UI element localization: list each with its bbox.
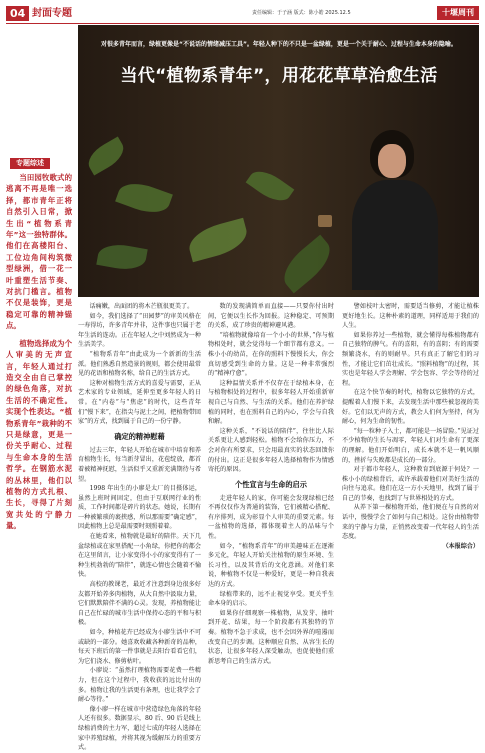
body-paragraph: 绿植带来的，远不止视觉享受。更关乎生命本身的启示。	[208, 590, 334, 608]
subheading: 个性宣言与生命的启示	[235, 479, 307, 489]
body-paragraph: “培植物就像培育一个小小的世界，”你与植物相处时，就会觉得每一个细节都有意义。一株小小的幼苗，在你的照料下慢慢长大，你会真切感受到生命的力量。这是一种非常强烈的“精神疗愈”。	[208, 331, 334, 378]
body-paragraph: “植物系青年”由此成为一个新新的生活派。他们熟悉自然造景的规则，都会使用最常见的花语和植物名称，给自己的生活方式。	[78, 350, 201, 378]
body-paragraph: 像小廖一样在城市中营造绿色角落的年轻人还有很多。数据显示，80 后、90 后是线上绿植消费的主力军，超过七成的年轻人选择在家中养殖绿植，并将其视为缓解压力的重要方式。	[78, 705, 201, 752]
article-column-2	[208, 302, 334, 666]
sidebar-text	[6, 172, 72, 532]
body-paragraph: 过去三年，年轻人开始在城市中培育和养育植物生长，每当新芽冒出，花苞绽放，都首着被精神抚慰，生活似乎又重新充满期待与希望。	[78, 446, 201, 483]
page-number: 04	[6, 6, 29, 21]
body-paragraph: 从养下第一棵植物开始，他们便在与自然的对话中，慢慢学会了如何与自己相处。这份由植物带来的宁静与力量，正悄然改变着一代年轻人的生活态度。	[342, 504, 479, 541]
body-paragraph: 在她看来，植物就是最好的陪伴。天下几盆绿植或在家里搭配一小角绿，你把你的都会在这里留言，让小家变得小小的家变得有了一种生机勃勃的“陪伴”，就连心情也会随着不愉快。	[78, 533, 201, 579]
body-paragraph: 在这个快节奏的时代，植物以它独特的方式，提醒着人们慢下来，去发现生活中那些被忽视的美好。它们以无声的方式，教会人们何为坚持，何为耐心，何为生命的韧性。	[342, 389, 479, 426]
body-paragraph: 1998 年出生的小廖是太厂的目摄体运，虽然上班时间固定，但由于互联网行业的性质，工作时间都是碎片的状态。她说，长期有一种被繁琐的裹挟感，所以那需要“确定感”，因此植物上总是最需要时刻照着着。	[78, 485, 201, 531]
leaf-shape	[276, 235, 338, 294]
leaf-shape	[185, 218, 251, 263]
body-paragraph: 话痛嫩，出面团的将木芒瓶很更美了。	[89, 303, 194, 310]
source-credit: （本报综合）	[442, 542, 479, 550]
subheading: 确定的精神慰藉	[114, 431, 165, 441]
brand-badge: 十堰周刊	[437, 6, 479, 20]
header-rule	[6, 23, 479, 24]
lead-text: 对很多青年而言，绿植更像是“不说话的情绪减压工具”。年轻人种下的不只是一盆绿植，更是一个关于耐心、过程与生命本身的隐喻。	[101, 41, 457, 48]
body-paragraph: 走进年轻人的家，你可能会发现绿植已经不再仅仅作为普通的装饰，它们被精心搭配、有序排列，成为彰显个人审美的重要元素。每一盆植物的选择，都体现着主人的品味与个性。	[208, 494, 334, 541]
body-paragraph: 譬如枝叶太密时，需要适当修剪，才能让植株更好地生长。这种朴素的道理，同样适用于我们的人生。	[342, 303, 479, 330]
article-column-3	[342, 302, 479, 551]
body-paragraph: 这种对植物生活方式的喜爱与需要，正从艺术家的专业领域，延伸至更多年轻人的日常。在“内卷”与“焦虑”的时代，这些青年们“慢下来”，在指尖与泥土之间，把植物带回家”的方式，找到属于自己的一份宁静。	[78, 379, 201, 426]
woman-figure	[340, 130, 450, 290]
figure-face	[378, 144, 406, 178]
body-paragraph: 如今，“植物系青年”的审美趣味正在逐渐多元化，年轻人开始关注植物的原生环境、生长习性，以及其背后的文化意涵。对他们来说，种植物不仅是一种爱好，更是一种自我表达的方式。	[208, 542, 334, 589]
figure-body	[352, 180, 438, 290]
article-column-1	[78, 302, 201, 752]
sidebar-paragraph: 植物选择成为个人审美的无声宣言，年轻人通过打造交全由自己掌控的绿色角落，对抗生活的不确定性。实现个性表达。“植物系青年”栽种的不只是绿意，更是一份关乎耐心、过程与生命本身的生活哲学。在钢筋水泥的丛林里，他们以植物的方式扎根、生长，寻得了片刻宽共处的宁静力量。	[6, 338, 72, 531]
hero-photo	[78, 25, 479, 297]
body-paragraph: 如今，我们选择了“田园梦”的审美风格在一寿得坊，许多青年并非，这件事也只属于老年生活的连动。正在年轻人之中刘然成为一种生活美学。	[78, 312, 201, 349]
section-title: 封面专题	[32, 8, 72, 19]
body-paragraph: 如果你仔细观察一株植物，从发芽、抽叶到开花、结果，每一个阶段都有其独特的节奏。植物不急于求成，也不会因外界的喧嚣而改变自己的步调。这种顺应自然、从容生长的状态，让很多年轻人深受触动，也促使他们重新思考自己的生活方式。	[208, 609, 334, 665]
body-paragraph: 对于都市年轻人，这种教育到底源于何处？一株小小的绿植背后，或许承载着他们对美好生活的向往与追求。他们在这一方小天地里，找到了属于自己的节奏，也找到了与世界相处的方式。	[342, 466, 479, 502]
sidebar-paragraph: 当田园牧歌式的逃离不再是唯一选择，都市青年正将自然引入日常，掀生出“植物系青年”这一独特群体。他们在高楼阳台、工位边角间构筑微型绿洲，借一花一叶重塑生活节奏、对抗门槛言。植物不仅是装饰，更是稳定可靠的精神锚点。	[6, 173, 72, 331]
body-paragraph: 这种温情关系并不仅存在于绿植本身，在与植物相处的过程中，很多年轻人开始重新审视自己与自然、与生活的关系。他们在养护绿植的同时，也在照料自己的内心，学会与自我和解。	[208, 379, 334, 426]
leaf-shape	[83, 136, 129, 175]
body-paragraph: 如果你养过一些植物，就会懂得每株植物都有自己独特的脾气。有的喜阳，有的喜阴；有的需要频繁浇水，有的则耐旱。只有真正了解它们的习性，才能让它们茁壮成长。“照料植物”的过程，其实也是年轻人学会理解、学会包容、学会等待的过程。	[342, 331, 479, 387]
body-paragraph: 数的发现满简单而直接——只要你付出时间，它便以生长作为回报。这种稳定、可预期的关系，成了珍贵的精神避风港。	[208, 303, 334, 330]
sidebar-summary	[6, 150, 72, 538]
sidebar-heading: 专题综述	[10, 158, 50, 169]
plant-pot	[318, 215, 332, 227]
body-paragraph: 高校的教课老，最近才注意到身边很多好友都开始养多肉植物，从大自然中汲取力量，它们默默陪伴不满的心灵。发现，养植物能让自己在忙碌的城市生活中保持心态的平和与积极。	[78, 581, 201, 627]
leaf-shape	[115, 177, 173, 219]
body-paragraph: 如今，种植花卉已经成为小廖生活中不可或缺的一部分。她喜欢收藏各种新奇的品种，每天下班后的第一件事就是去阳台看看它们，为它们浇水、修剪枯叶。	[78, 629, 201, 665]
page-header	[0, 0, 485, 24]
body-paragraph: “每一粒种子入土，都可能是一场冒险。”见证过不少植物的生长与凋零，年轻人们对生命有了更深的理解。他们开始明白，成长本就不是一帆风顺的，挫折与失败都是成长的一部分。	[342, 427, 479, 464]
leaf-shape	[96, 241, 147, 273]
headline: 当代“植物系青年”，用花花草草治愈生活	[120, 66, 438, 86]
leaf-shape	[246, 164, 295, 207]
body-paragraph: 这种关系，“不说话的陪伴”，往往比人际关系更让人感到轻松。植物不会给你压力，不会对你有所要求，只会用最真实的状态回馈你的付出。这正是很多年轻人选择植物作为情感寄托的原因。	[208, 427, 334, 474]
editor-meta: 责任编辑：于子涵 版式：陈小皓 2025.12.5	[252, 10, 351, 16]
body-paragraph: 小廖说：“虽然打理植物需要花费一些精力，但在这个过程中，我收获的远比付出的多。植物让我的生活更有条理，也让我学会了耐心等待。”	[78, 667, 201, 704]
